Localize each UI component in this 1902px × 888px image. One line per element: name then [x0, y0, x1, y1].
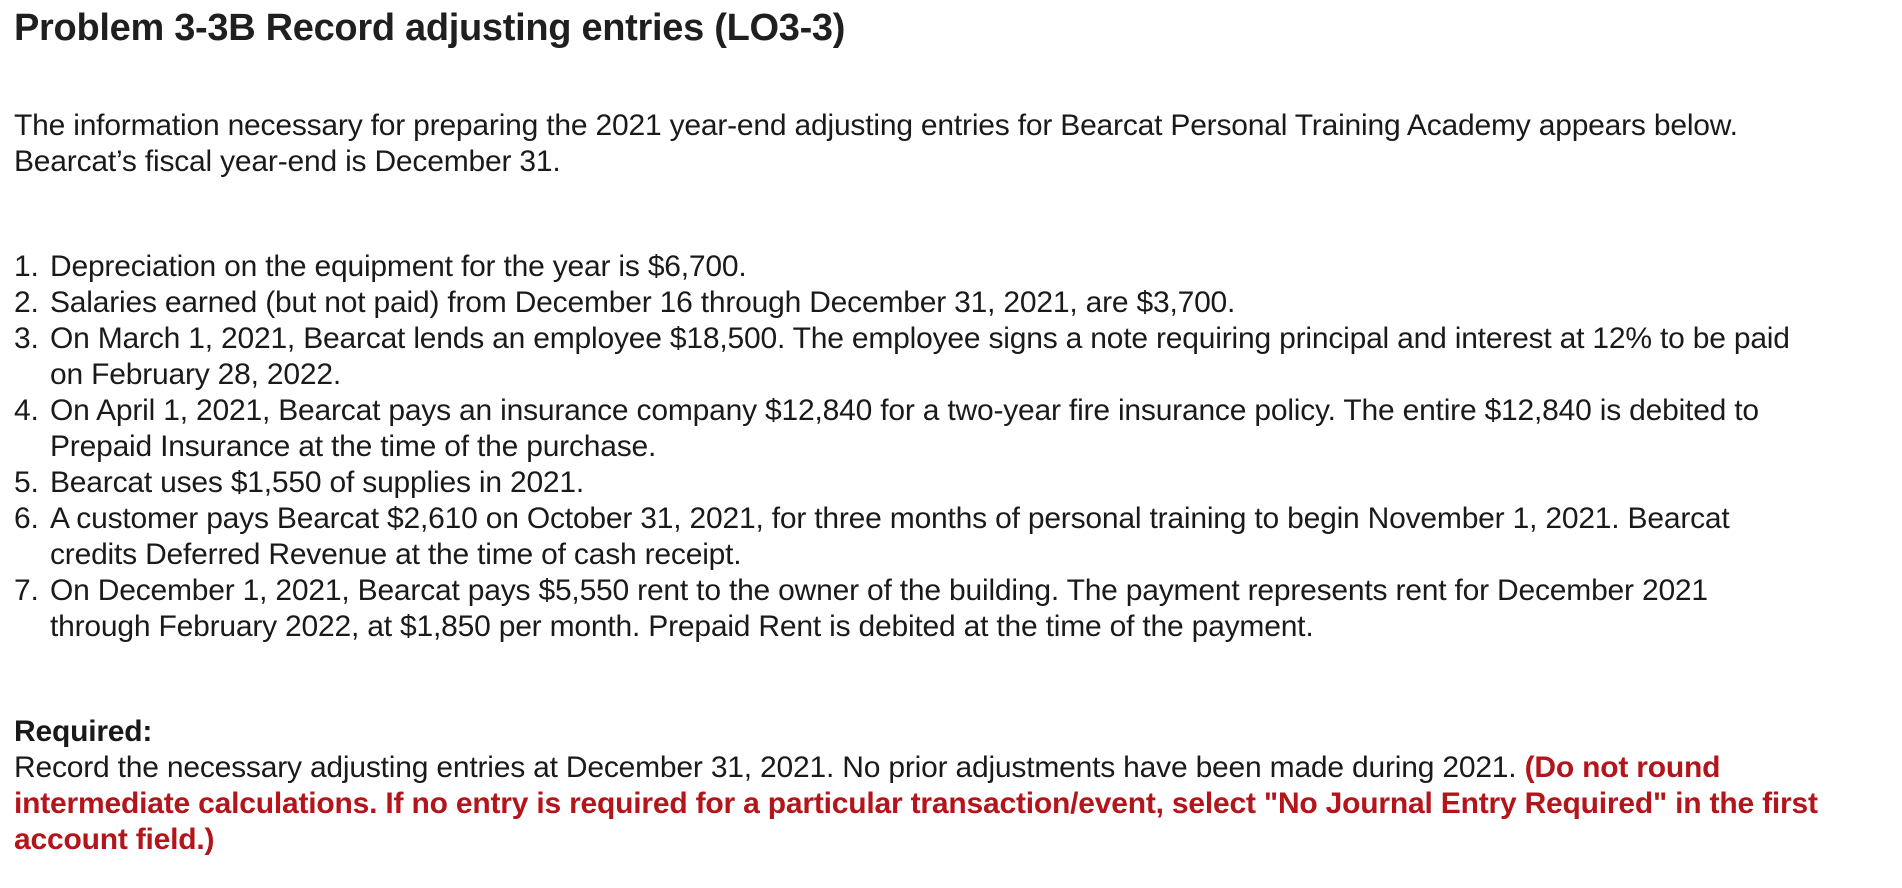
item-line: Prepaid Insurance at the time of the purchase. [50, 430, 657, 463]
intro-line-2: Bearcat’s fiscal year-end is December 31. [14, 145, 561, 178]
problem-title: Problem 3-3B Record adjusting entries (LO3-3) [14, 7, 846, 49]
required-red-note: (Do not round [1524, 751, 1721, 784]
item-number: 6. [14, 502, 39, 535]
list-item [14, 573, 1894, 645]
required-text: Record the necessary adjusting entries at December 31, 2021. No prior adjustments have been made during 2021. [14, 751, 1525, 784]
list-item [14, 393, 1894, 465]
required-instructions [14, 750, 1894, 858]
required-section [14, 714, 1894, 858]
item-line: On March 1, 2021, Bearcat lends an employee $18,500. The employee signs a note requiring principal and interest at 12% to be paid [50, 322, 1790, 355]
item-text [50, 393, 1894, 465]
item-line: On December 1, 2021, Bearcat pays $5,550 rent to the owner of the building. The payment represents rent for December 2021 [50, 574, 1708, 607]
item-line: On April 1, 2021, Bearcat pays an insurance company $12,840 for a two-year fire insurance policy. The entire $12,840 is debited to [50, 394, 1759, 427]
list-item [14, 501, 1894, 573]
item-line: on February 28, 2022. [50, 358, 341, 391]
intro-line-1: The information necessary for preparing the 2021 year-end adjusting entries for Bearcat Personal Training Academy appears below. [14, 109, 1738, 142]
item-line: Bearcat uses $1,550 of supplies in 2021. [50, 466, 585, 499]
item-number: 5. [14, 466, 39, 499]
list-item [14, 285, 1894, 321]
required-red-note-line-2: intermediate calculations. If no entry is required for a particular transaction/event, select "No Journal Entry Required" in the first [14, 787, 1818, 820]
required-line-1 [14, 750, 1894, 786]
required-heading: Required: [14, 715, 153, 748]
item-text [50, 321, 1894, 393]
intro-paragraph [14, 108, 1884, 180]
adjustment-items-list [14, 249, 1894, 645]
item-line: Salaries earned (but not paid) from December 16 through December 31, 2021, are $3,700. [50, 286, 1236, 319]
item-number: 1. [14, 250, 39, 283]
list-item [14, 321, 1894, 393]
list-item [14, 249, 1894, 285]
item-line: through February 2022, at $1,850 per month. Prepaid Rent is debited at the time of the payment. [50, 610, 1314, 643]
item-text [50, 465, 1894, 501]
item-text [50, 573, 1894, 645]
item-line: credits Deferred Revenue at the time of cash receipt. [50, 538, 742, 571]
item-number: 2. [14, 286, 39, 319]
item-text [50, 285, 1894, 321]
item-number: 4. [14, 394, 39, 427]
list-item [14, 465, 1894, 501]
item-number: 3. [14, 322, 39, 355]
item-number: 7. [14, 574, 39, 607]
item-text [50, 501, 1894, 573]
item-text [50, 249, 1894, 285]
item-line: A customer pays Bearcat $2,610 on October 31, 2021, for three months of personal training to begin November 1, 2021. Bearcat [50, 502, 1730, 535]
required-red-note-line-3: account field.) [14, 823, 215, 856]
item-line: Depreciation on the equipment for the year is $6,700. [50, 250, 747, 283]
